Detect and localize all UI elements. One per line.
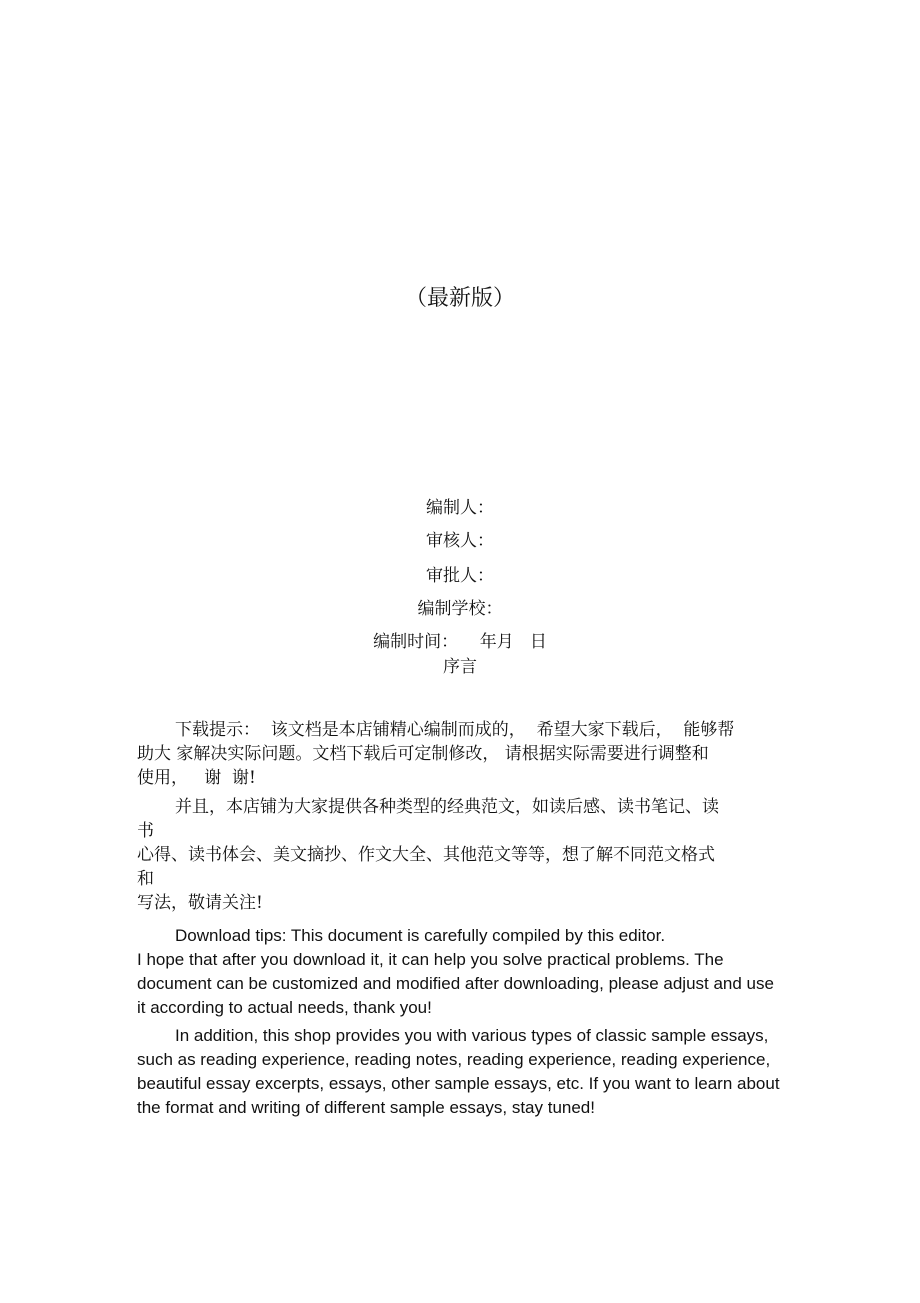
cn-shop-line: 写法，敬请关注! xyxy=(137,893,263,913)
cn-shop-intro xyxy=(137,795,785,915)
school-field: 编制学校： xyxy=(417,599,503,619)
en-shop-line: beautiful essay excerpts, essays, other sample essays, etc. If you want to learn about xyxy=(137,1074,780,1093)
preface-heading: 序言 xyxy=(443,657,477,677)
cn-shop-line: 心得、读书体会、美文摘抄、作文大全、其他范文等等，想了解不同范文格式 xyxy=(137,845,715,865)
cn-shop-line: 书 xyxy=(137,821,154,841)
cn-shop-line: 并且，本店铺为大家提供各种类型的经典范文，如读后感、读书笔记、读 xyxy=(175,797,719,817)
en-shop-line: In addition, this shop provides you with various types of classic sample essays, xyxy=(175,1026,769,1045)
en-tip-line: Download tips: This document is carefully compiled by this editor. xyxy=(175,926,666,945)
date-field: 编制时间： 年月 日 xyxy=(373,632,547,652)
cn-tip-line: 使用， 谢 谢! xyxy=(137,768,256,788)
en-shop-intro xyxy=(137,1024,785,1120)
cn-tip-line: 助大 家解决实际问题。文档下载后可定制修改， 请根据实际需要进行调整和 xyxy=(137,744,709,764)
reviewer-field: 审核人： xyxy=(426,531,494,551)
cn-shop-line: 和 xyxy=(137,869,154,889)
en-tip-line: document can be customized and modified after downloading, please adjust and use xyxy=(137,974,774,993)
editor-field: 编制人： xyxy=(426,498,494,518)
document-title: （最新版） xyxy=(404,286,515,311)
en-tip-line: I hope that after you download it, it can help you solve practical problems. The xyxy=(137,950,724,969)
cn-tip-line: 下载提示： 该文档是本店铺精心编制而成的， 希望大家下载后， 能够帮 xyxy=(175,720,735,740)
cn-download-tip xyxy=(137,718,785,790)
en-shop-line: the format and writing of different sample essays, stay tuned! xyxy=(137,1098,595,1117)
approver-field: 审批人： xyxy=(426,566,494,586)
en-shop-line: such as reading experience, reading notes, reading experience, reading experience, xyxy=(137,1050,771,1069)
en-tip-line: it according to actual needs, thank you! xyxy=(137,998,432,1017)
en-download-tip xyxy=(137,924,785,1020)
